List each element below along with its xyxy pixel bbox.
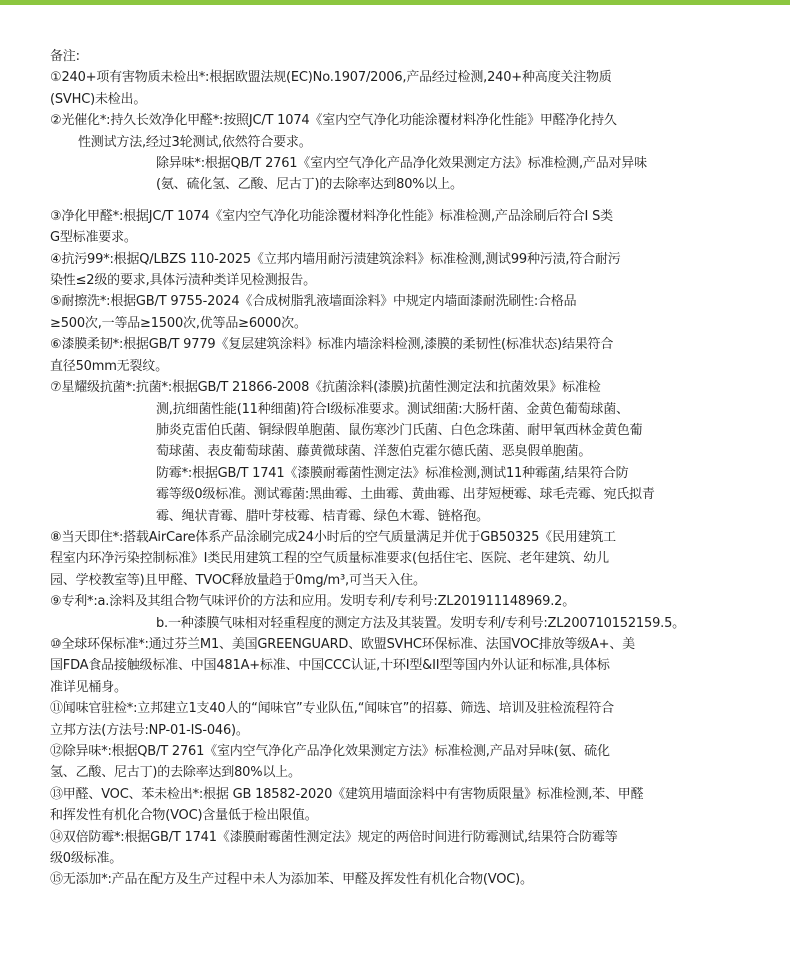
note-line: 准详见桶身。 [50, 679, 127, 695]
note-line: 萄球菌、表皮葡萄球菌、藤黄微球菌、洋葱伯克霍尔德氏菌、恶臭假单胞菌。 [156, 444, 592, 460]
note-line: 氢、乙酸、尼古丁)的去除率达到80%以上。 [50, 765, 301, 781]
note-line: ⑨专利*:a.涂料及其组合物气味评价的方法和应用。发明专利/专利号:ZL201911148969.2。 [50, 594, 575, 610]
note-line: 霉、绳状青霉、腊叶芽枝霉、桔青霉、绿色木霉、链格孢。 [156, 508, 489, 524]
note-line: 测,抗细菌性能(11种细菌)符合I级标准要求。测试细菌:大肠杆菌、金黄色葡萄球菌、 [156, 401, 629, 417]
note-line: b.一种漆膜气味相对轻重程度的测定方法及其装置。发明专利/专利号:ZL200710152159.5。 [156, 615, 685, 631]
note-line: ⑤耐擦洗*:根据GB/T 9755-2024《合成树脂乳液墙面涂料》中规定内墙面漆耐洗刷性:合格品 [50, 294, 577, 310]
note-line: ①240+项有害物质未检出*:根据欧盟法规(EC)No.1907/2006,产品经过检测,240+种高度关注物质 [50, 70, 612, 86]
note-line: 染性≤2级的要求,具体污渍种类详见检测报告。 [50, 273, 316, 289]
note-line: ⑫除异味*:根据QB/T 2761《室内空气净化产品净化效果测定方法》标准检测,产品对异味(氨、硫化 [50, 744, 610, 759]
note-line: 除异味*:根据QB/T 2761《室内空气净化产品净化效果测定方法》标准检测,产品对异味 [156, 156, 647, 172]
note-line: ⑬甲醛、VOC、苯未检出*:根据 GB 18582-2020《建筑用墙面涂料中有害物质限量》标准检测,苯、甲醛 [50, 786, 644, 802]
note-line: ⑪闻味官驻检*:立邦建立1支40人的“闻味官”专业队伍,“闻味官”的招募、筛选、培训及驻检流程符合 [50, 701, 614, 717]
top-accent-bar [0, 0, 790, 5]
note-line: ③净化甲醛*:根据JC/T 1074《室内空气净化功能涂覆材料净化性能》标准检测,产品涂刷后符合I S类 [50, 208, 613, 224]
note-line: 防霉*:根据GB/T 1741《漆膜耐霉菌性测定法》标准检测,测试11种霉菌,结果符合防 [156, 465, 629, 481]
note-line: 园、学校教室等)且甲醛、TVOC释放量趋于0mg/m³,可当天入住。 [50, 572, 426, 588]
note-line: ⑩全球环保标准*:通过芬兰M1、美国GREENGUARD、欧盟SVHC环保标准、法国VOC排放等级A+、美 [50, 636, 635, 652]
note-line: 程室内环净污染控制标准》I类民用建筑工程的空气质量标准要求(包括住宅、医院、老年建筑、幼儿 [50, 551, 609, 567]
notes-section [50, 46, 765, 891]
note-line: ⑭双倍防霉*:根据GB/T 1741《漆膜耐霉菌性测定法》规定的两倍时间进行防霉测试,结果符合防霉等 [50, 829, 618, 845]
spacer [50, 196, 765, 206]
note-line: ⑥漆膜柔韧*:根据GB/T 9779《复层建筑涂料》标准内墙涂料检测,漆膜的柔韧性(标准状态)结果符合 [50, 337, 614, 353]
note-line: ⑦星耀级抗菌*:抗菌*:根据GB/T 21866-2008《抗菌涂料(漆膜)抗菌性测定法和抗菌效果》标准检 [50, 380, 601, 396]
note-line: 国FDA食品接触级标准、中国481A+标准、中国CCC认证,十环I型&II型等国内外认证和标准,具体标 [50, 658, 610, 674]
note-line: ④抗污99*:根据Q/LBZS 110-2025《立邦内墙用耐污渍建筑涂料》标准检测,测试99种污渍,符合耐污 [50, 251, 621, 267]
notes-title: 备注: [50, 49, 80, 64]
note-line: 级0级标准。 [50, 851, 123, 867]
note-line: ⑮无添加*:产品在配方及生产过程中未人为添加苯、甲醛及挥发性有机化合物(VOC)。 [50, 872, 533, 888]
note-line: 立邦方法(方法号:NP-01-IS-046)。 [50, 722, 249, 738]
note-line: (氨、硫化氢、乙酸、尼古丁)的去除率达到80%以上。 [156, 177, 463, 193]
note-line: 性测试方法,经过3轮测试,依然符合要求。 [78, 134, 312, 150]
note-line: ⑧当天即住*:搭载AirCare体系产品涂刷完成24小时后的空气质量满足并优于GB50325《民用建筑工 [50, 529, 616, 545]
note-line: 直径50mm无裂纹。 [50, 358, 168, 374]
note-line: G型标准要求。 [50, 230, 137, 246]
note-line: (SVHC)未检出。 [50, 91, 147, 107]
note-line: 和挥发性有机化合物(VOC)含量低于检出限值。 [50, 808, 318, 824]
note-line: ≥500次,一等品≥1500次,优等品≥6000次。 [50, 315, 307, 331]
note-line: 肺炎克雷伯氏菌、铜绿假单胞菌、鼠伤寒沙门氏菌、白色念珠菌、耐甲氧西林金黄色葡 [156, 422, 643, 438]
note-line: ②光催化*:持久长效净化甲醛*:按照JC/T 1074《室内空气净化功能涂覆材料净化性能》甲醛净化持久 [50, 113, 617, 129]
note-line: 霉等级0级标准。测试霉菌:黑曲霉、土曲霉、黄曲霉、出芽短梗霉、球毛壳霉、宛氏拟青 [156, 487, 655, 503]
